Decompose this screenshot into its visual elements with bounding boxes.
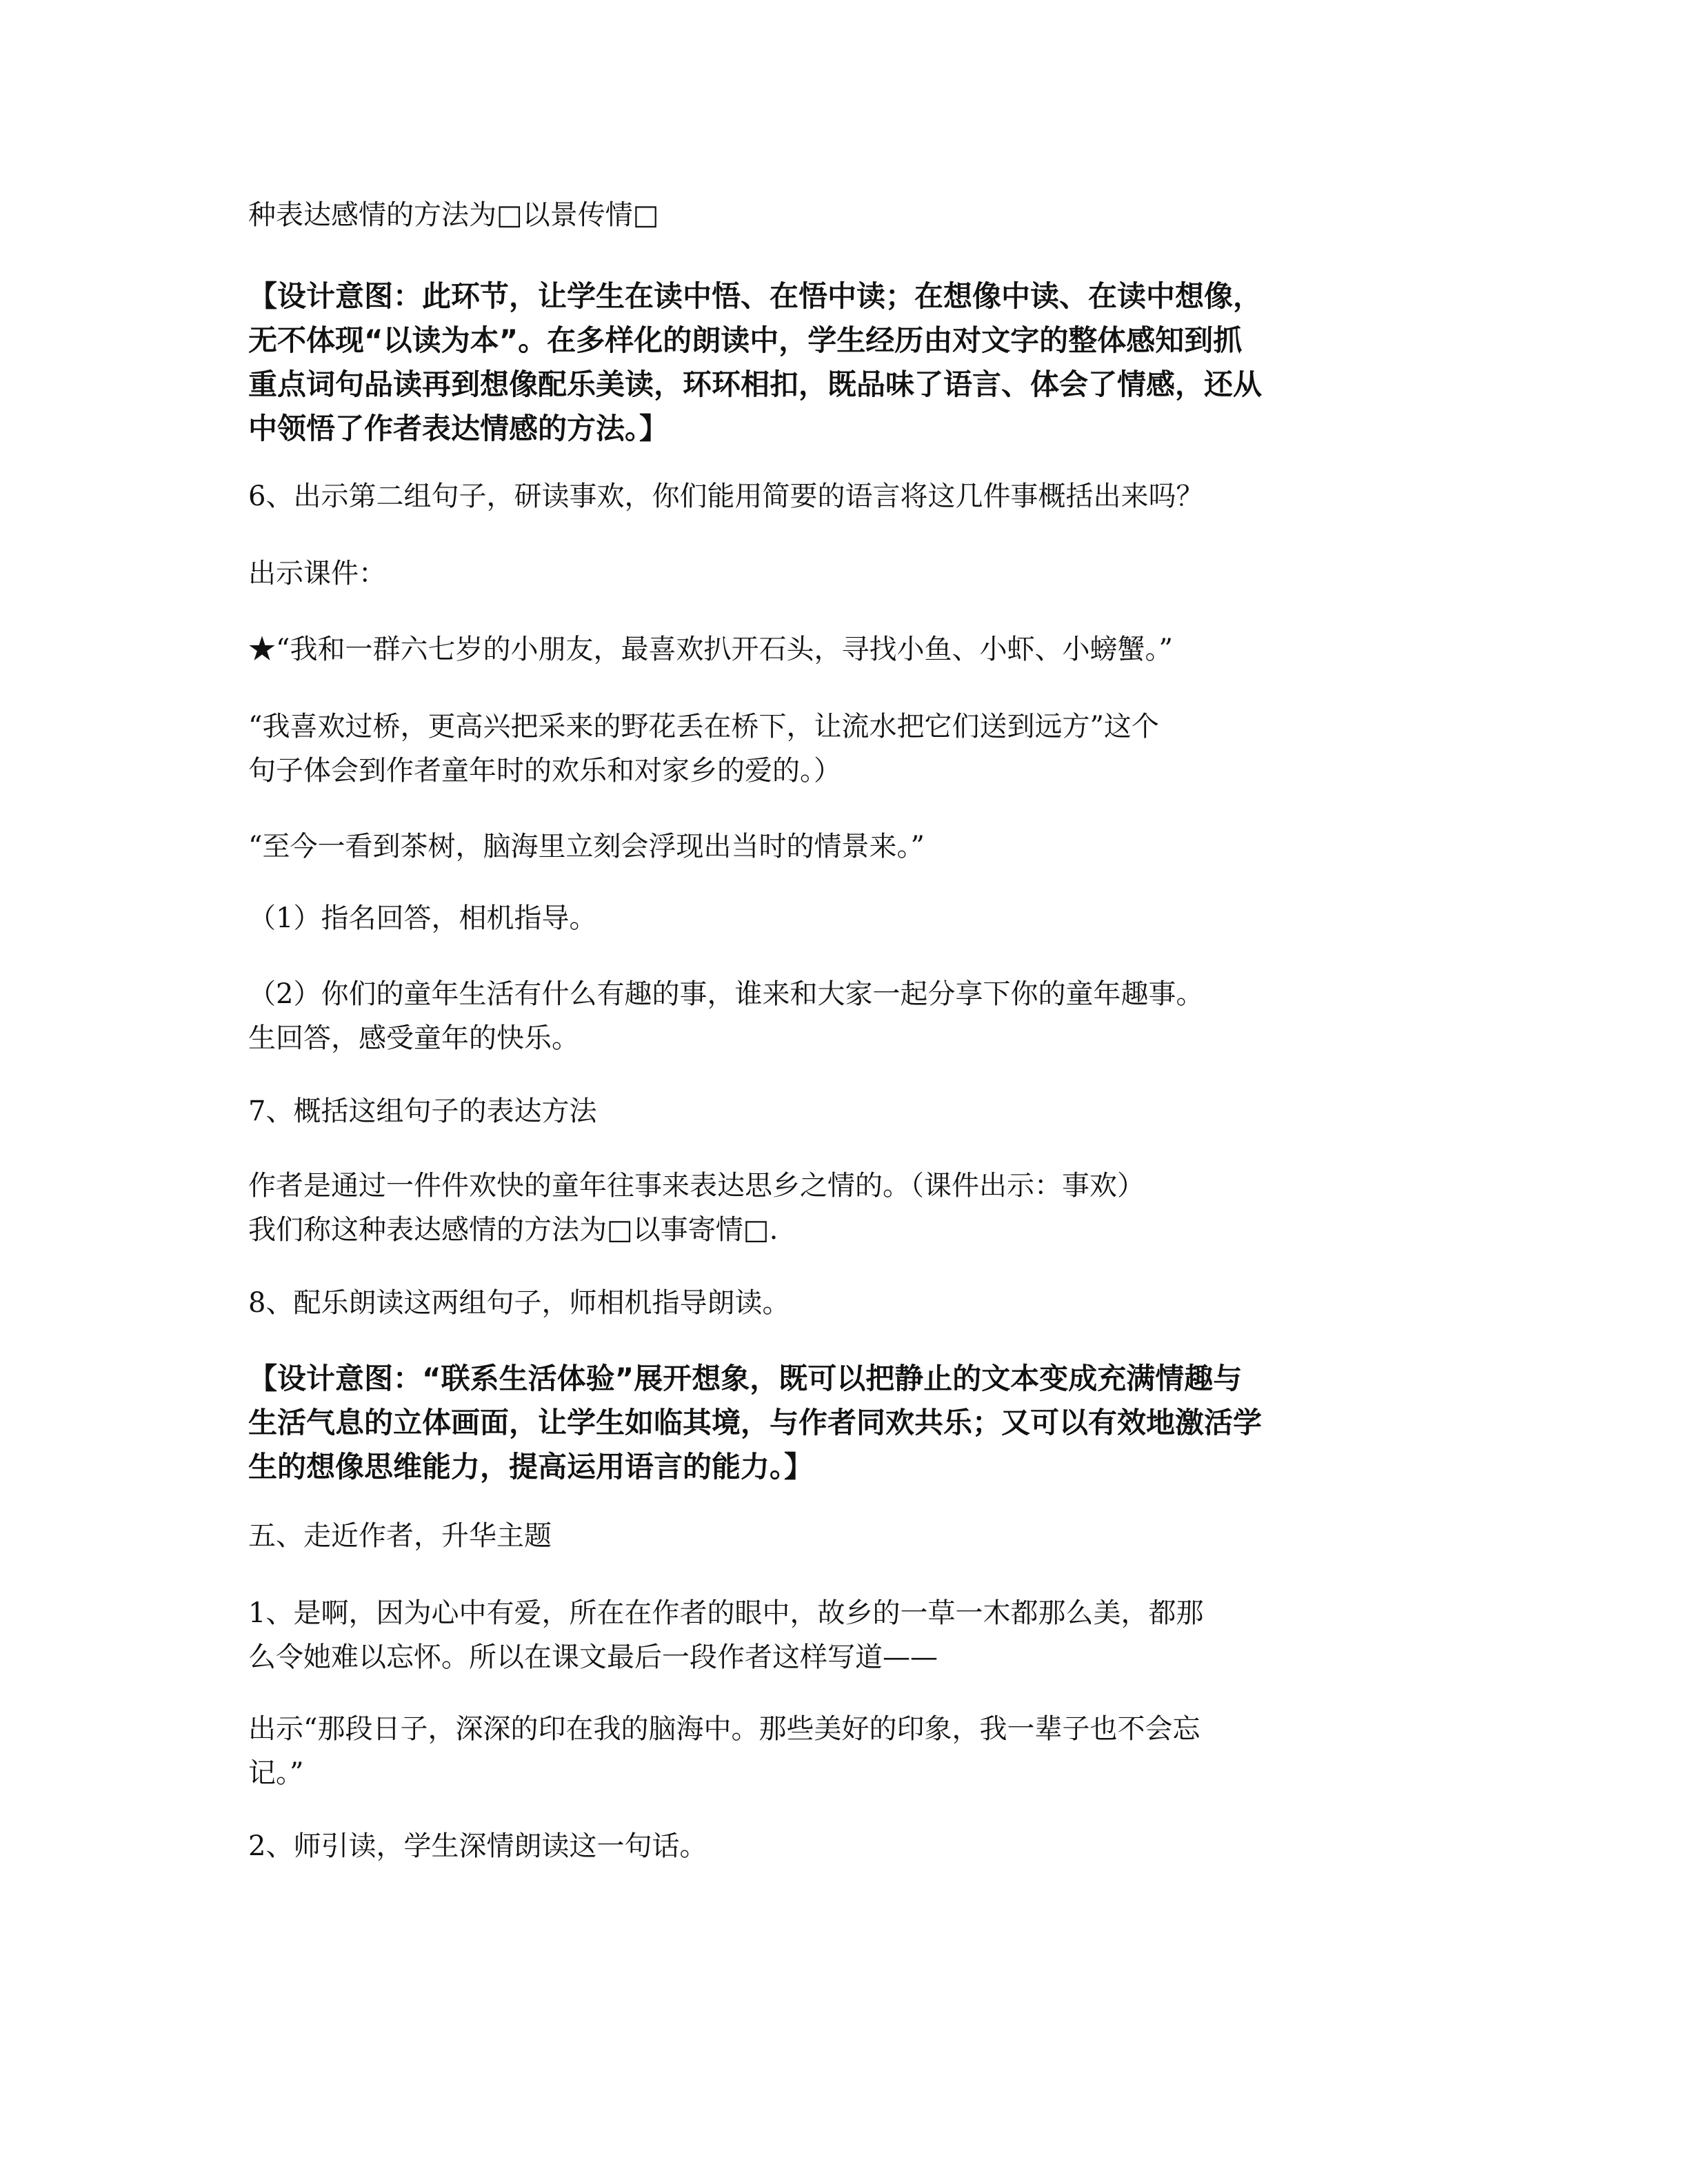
line-text: 我们称这种表达感情的方法为□以事寄情□. bbox=[248, 1214, 778, 1246]
text-line bbox=[248, 1089, 1407, 1133]
line-text: 6、出示第二组句子，研读事欢，你们能用简要的语言将这几件事概括出来吗？ bbox=[248, 481, 1204, 512]
line-text: 中领悟了作者表达情感的方法。】 bbox=[248, 412, 669, 445]
line-text: 生的想像思维能力，提高运用语言的能力。】 bbox=[248, 1450, 814, 1484]
line-text: （2）你们的童年生活有什么有趣的事，谁来和大家一起分享下你的童年趣事。 bbox=[248, 978, 1204, 1010]
line-text: 【设计意图：“联系生活体验”展开想象，既可以把静止的文本变成充满情趣与 bbox=[248, 1362, 1243, 1395]
design-intent-block-2 bbox=[248, 1357, 1407, 1489]
text-line bbox=[248, 1824, 1407, 1868]
line-text: 【设计意图：此环节，让学生在读中悟、在悟中读；在想像中读、在读中想像， bbox=[248, 279, 1263, 313]
text-paragraph bbox=[248, 972, 1407, 1060]
line-text: 2、师引读，学生深情朗读这一句话。 bbox=[248, 1830, 707, 1862]
line-text: 出示课件： bbox=[248, 558, 386, 589]
text-line bbox=[248, 1281, 1407, 1325]
line-text: 1、是啊，因为心中有爱，所在在作者的眼中，故乡的一草一木都那么美，都那 bbox=[248, 1597, 1204, 1629]
line-text: 7、概括这组句子的表达方法 bbox=[248, 1095, 597, 1127]
line-text: 句子体会到作者童年时的欢乐和对家乡的爱的。） bbox=[248, 755, 841, 787]
line-text: 8、配乐朗读这两组句子，师相机指导朗读。 bbox=[248, 1287, 790, 1319]
text-line bbox=[248, 552, 1407, 596]
line-text: 作者是通过一件件欢快的童年往事来表达思乡之情的。（课件出示：事欢） bbox=[248, 1170, 1145, 1202]
text-paragraph bbox=[248, 1164, 1407, 1252]
section-heading bbox=[248, 1514, 1407, 1558]
line-text: “我喜欢过桥，更高兴把采来的野花丢在桥下，让流水把它们送到远方”这个 bbox=[248, 711, 1159, 742]
line-text: 生回答，感受童年的快乐。 bbox=[248, 1022, 579, 1054]
text-line bbox=[248, 896, 1407, 940]
line-text: 五、走近作者，升华主题 bbox=[248, 1520, 552, 1552]
line-text: 么令她难以忘怀。所以在课文最后一段作者这样写道—— bbox=[248, 1641, 938, 1673]
line-text: （1）指名回答，相机指导。 bbox=[248, 902, 597, 934]
quote-paragraph bbox=[248, 1707, 1407, 1795]
line-text: 种表达感情的方法为□以景传情□ bbox=[248, 199, 659, 231]
line-text: 生活气息的立体画面，让学生如临其境，与作者同欢共乐；又可以有效地激活学 bbox=[248, 1406, 1263, 1439]
line-text: 出示“那段日子，深深的印在我的脑海中。那些美好的印象，我一辈子也不会忘 bbox=[248, 1713, 1200, 1745]
line-text: 记。” bbox=[248, 1757, 304, 1789]
design-intent-block-1 bbox=[248, 274, 1407, 451]
line-text: “至今一看到茶树，脑海里立刻会浮现出当时的情景来。” bbox=[248, 831, 925, 862]
quote-line bbox=[248, 627, 1407, 671]
line-text: ★“我和一群六七岁的小朋友，最喜欢扒开石头，寻找小鱼、小虾、小螃蟹。” bbox=[248, 634, 1173, 665]
quote-paragraph bbox=[248, 705, 1407, 793]
line-text: 重点词句品读再到想像配乐美读，环环相扣，既品味了语言、体会了情感，还从 bbox=[248, 367, 1263, 401]
text-line bbox=[248, 193, 1407, 237]
text-paragraph bbox=[248, 1591, 1407, 1679]
text-line bbox=[248, 474, 1407, 518]
quote-line bbox=[248, 825, 1407, 869]
line-text: 无不体现“以读为本”。在多样化的朗读中，学生经历由对文字的整体感知到抓 bbox=[248, 323, 1243, 357]
